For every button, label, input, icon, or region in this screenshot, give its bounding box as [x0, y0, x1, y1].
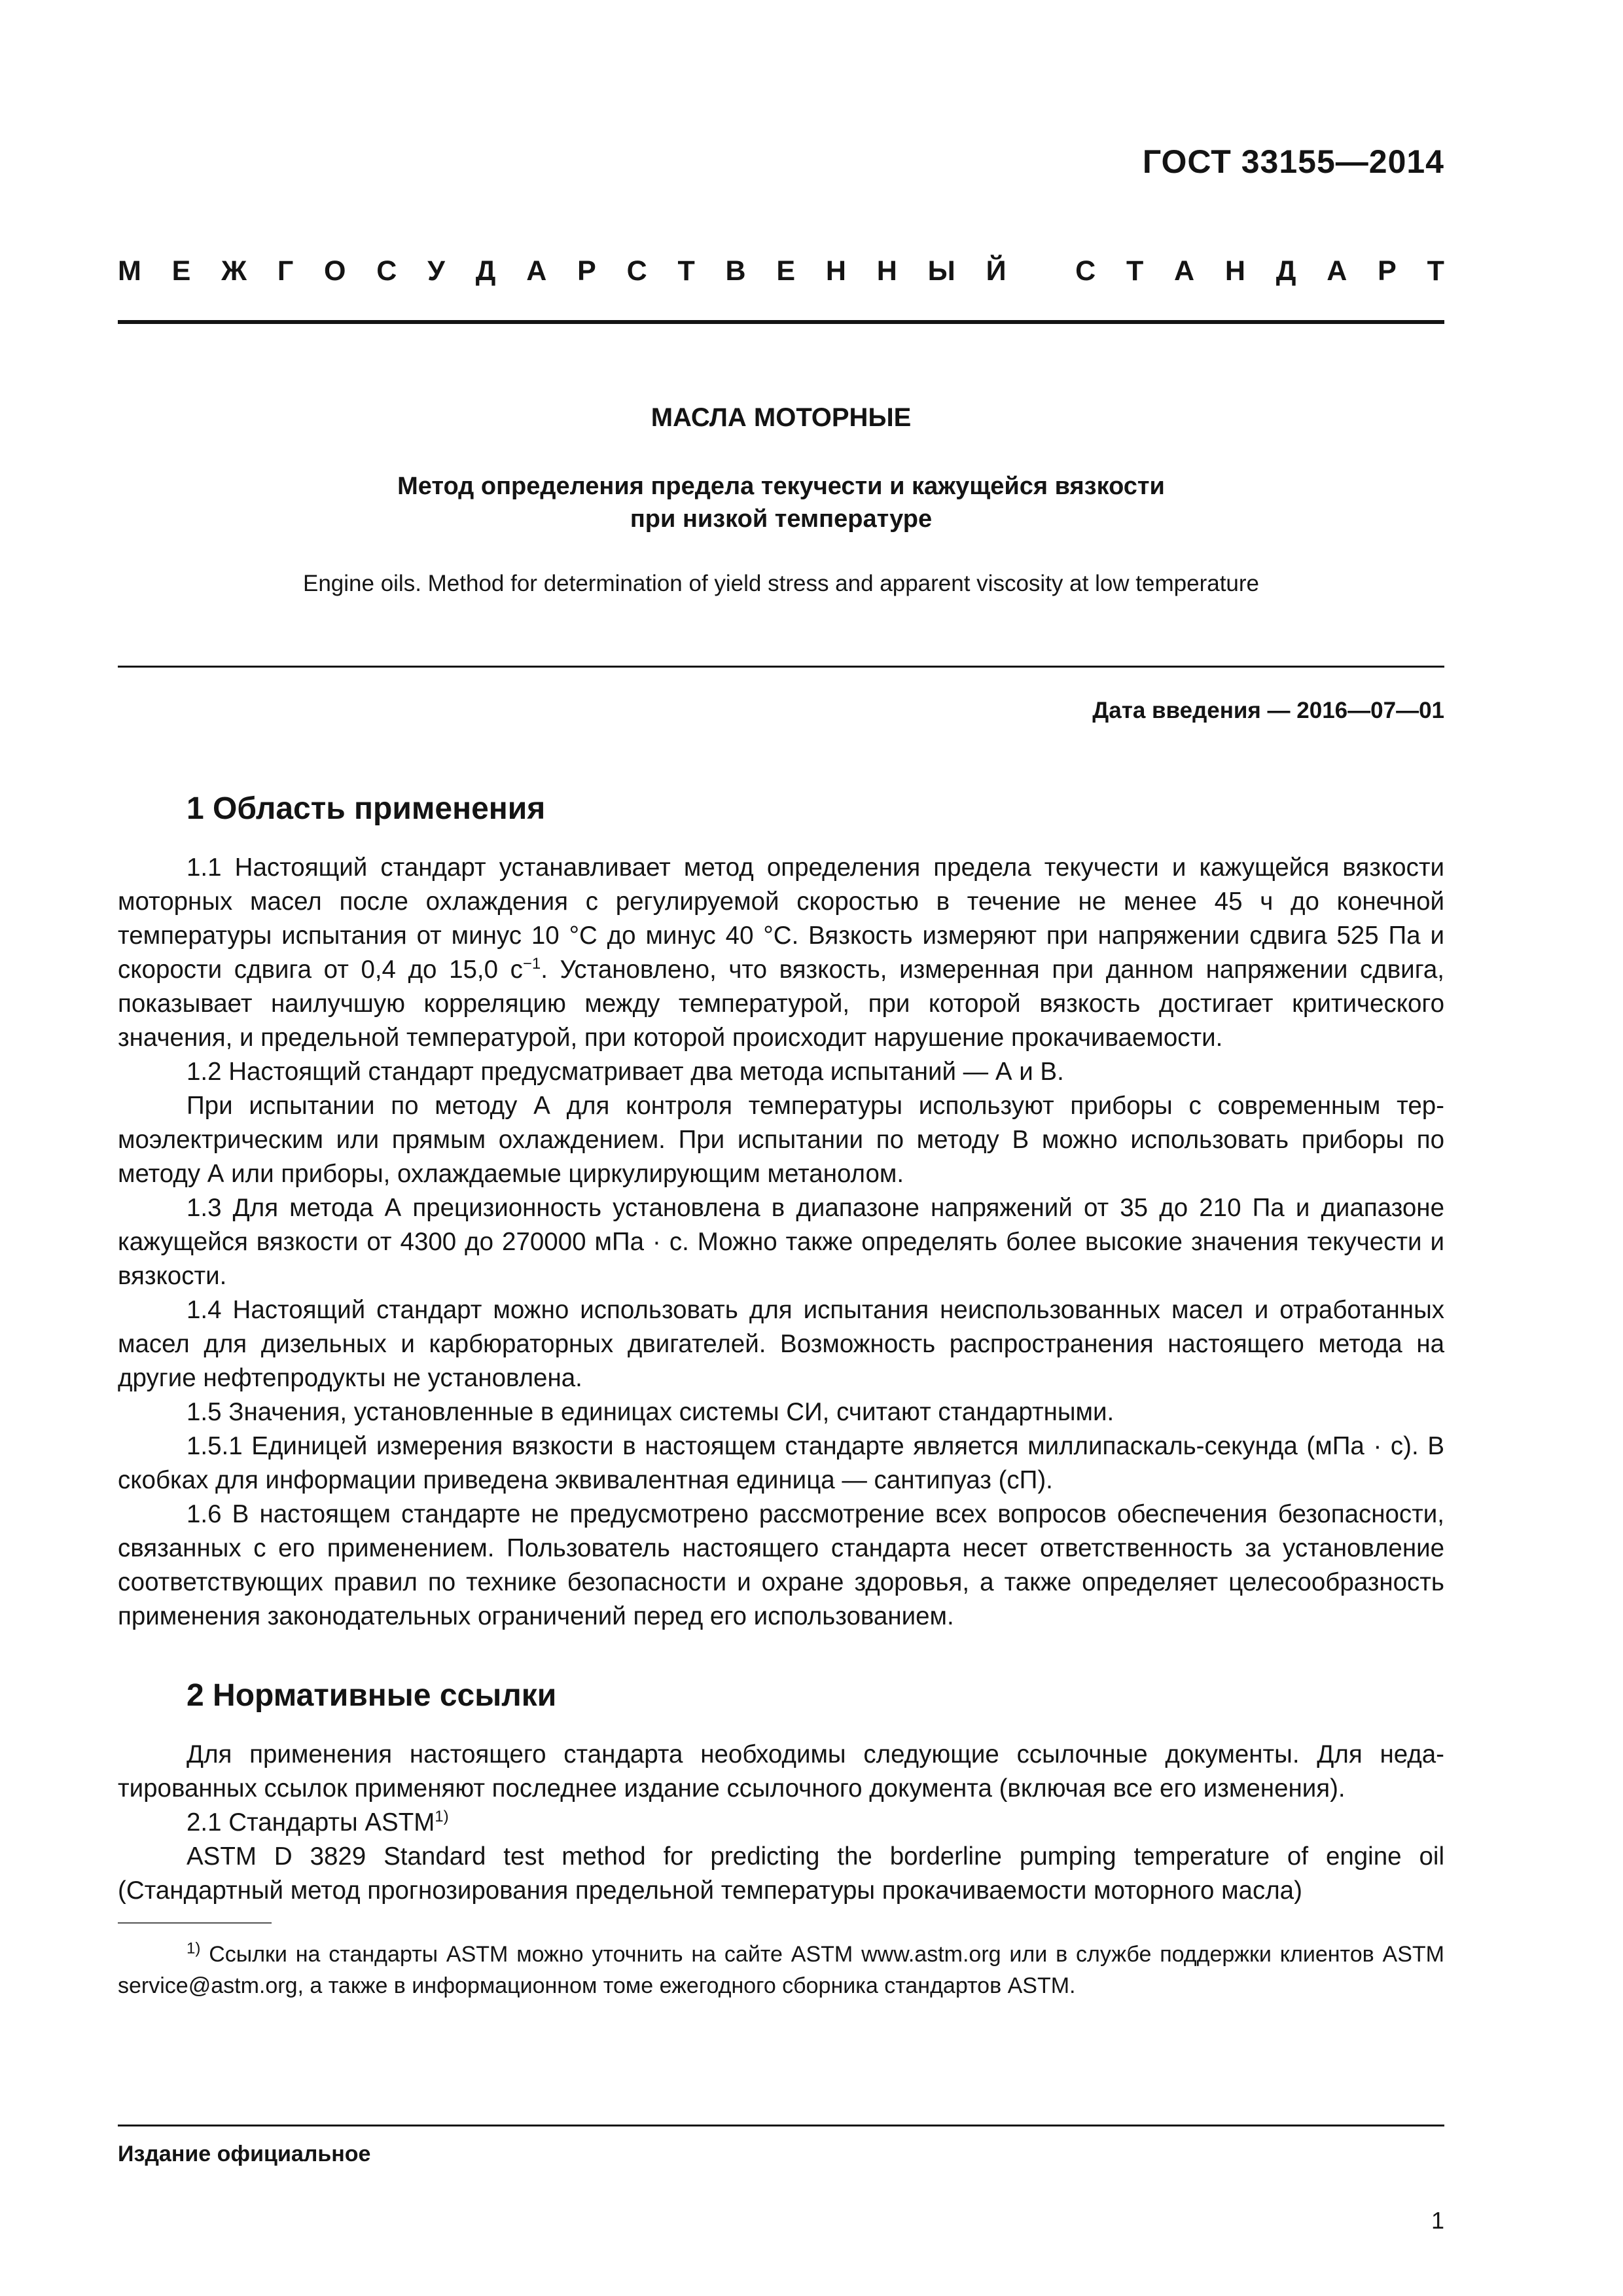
banner-letter: А	[1327, 255, 1347, 287]
clause-1-5-1: 1.5.1 Единицей измерения вязкости в настоящем стандарте является миллипаскаль-секунда (мПа · с). В скобках для информации приведена эквивалентная единица — сантипуаз (сП).	[118, 1432, 1444, 1494]
banner-letter: Ы	[927, 255, 955, 287]
banner-letter: О	[324, 255, 346, 287]
clause-2-1-text: 2.1 Стандарты ASTM	[187, 1808, 435, 1837]
clause-1-1-text-a: 1.1 Настоящий стандарт устанавливает метод определения предела текучести и кажущейся вязкости моторных масел после охлаждения с регулируемой скоростью в течение не менее 45 ч до конечной температуры испытания от минус 10 °С до минус 40 °С. Вязкость измеряют при напряжении сдвига 525 Па и скорости сдвига от 0,4 до 15,0 с	[118, 853, 1444, 984]
banner-letter: С	[626, 255, 647, 287]
document-subtitle	[118, 470, 1444, 535]
clause-1-2-continuation: При испытании по методу А для контроля температуры используют приборы с современным термоэлектрическим или прямым охлаждением. При испытании по методу В можно использовать приборы по методу А или приборы, охлаждаемые циркулирующим метанолом.	[118, 1092, 1444, 1188]
subtitle-line-1: Метод определения предела текучести и кажущейся вязкости	[397, 473, 1165, 500]
banner-letter: Д	[475, 255, 496, 287]
introduction-date: Дата введения — 2016—07—01	[1092, 698, 1444, 723]
footnote-text: Ссылки на стандарты ASTM можно уточнить на сайте ASTM www.astm.org или в службе поддержки клиентов ASTM service@astm.org, а также в информационном томе ежегодного сборника стандартов ASTM.	[118, 1942, 1444, 1998]
banner-letter: В	[725, 255, 746, 287]
banner-letter: М	[118, 255, 141, 287]
banner-letter: Р	[1378, 255, 1397, 287]
clause-2-1	[118, 1806, 1444, 1840]
clause-2-1-footnote-ref: 1)	[435, 1808, 449, 1826]
banner-letter: Н	[876, 255, 897, 287]
banner-letter: Н	[825, 255, 846, 287]
english-title: Engine oils. Method for determination of yield stress and apparent viscosity at low temperature	[302, 571, 1260, 596]
banner-letter: Ж	[221, 255, 247, 287]
clause-1-6: 1.6 В настоящем стандарте не предусмотрено рассмотрение всех вопросов обеспечения безопасности, связанных с его применением. Пользователь настоящего стандарта несет ответственность за установление соответствующих правил по технике безопасности и охране здоровья, а также определяет целесообразность применения законодательных ограничений перед его использованием.	[118, 1500, 1444, 1630]
banner-letter: А	[526, 255, 547, 287]
subtitle-line-2: при низкой температуре	[630, 505, 933, 533]
banner-letter: Р	[577, 255, 596, 287]
clause-1-5: 1.5 Значения, установленные в единицах системы СИ, считают стандартными.	[187, 1398, 1115, 1426]
banner-word-gap	[1037, 255, 1044, 287]
section-2-body	[118, 1738, 1444, 1908]
title-rule	[118, 666, 1444, 668]
banner-letter: Е	[171, 255, 191, 287]
banner-letter: Т	[1126, 255, 1144, 287]
clause-1-3: 1.3 Для метода А прецизионность установлена в диапазоне напряжений от 35 до 210 Па и диапазоне кажущейся вязкости от 4300 до 270000 мПа · с. Можно также определять более высокие значения текучести и вязкости.	[118, 1194, 1444, 1290]
banner-letter: Г	[277, 255, 294, 287]
banner-letter: Е	[776, 255, 796, 287]
clause-1-4: 1.4 Настоящий стандарт можно использовать для испытания неиспользованных масел и отработанных масел для дизельных и карбюраторных двигателей. Возможность распространения настоящего метода на другие нефтепродукты не установлена.	[118, 1296, 1444, 1392]
banner-letter: Й	[986, 255, 1007, 287]
document-number: ГОСТ 33155—2014	[1142, 143, 1444, 180]
header-rule	[118, 320, 1444, 324]
section-1-body	[118, 851, 1444, 1634]
clause-1-1-text-b: . Установлено, что вязкость, измеренная при данном напряжении сдвига, показывает наилучшую корреляцию между температурой, при которой вязкость достигает критического значения, и предельной температурой, при которой происходит нарушение прокачиваемости.	[118, 956, 1444, 1052]
banner-letter: С	[1075, 255, 1096, 287]
banner-letter: Т	[677, 255, 695, 287]
document-title: МАСЛА МОТОРНЫЕ	[651, 403, 912, 432]
astm-reference: ASTM D 3829 Standard test method for predicting the borderline pumping temperature of engine oil (Стандартный метод прогнозирования предельной температуры прокачиваемости моторного масла)	[118, 1842, 1444, 1905]
banner-letter: А	[1174, 255, 1195, 287]
clause-1-1	[118, 851, 1444, 1055]
clause-1-1-superscript: −1	[522, 955, 541, 973]
banner-letter: Н	[1224, 255, 1245, 287]
section-1-heading: 1 Область применения	[187, 791, 546, 826]
footnote	[118, 1939, 1444, 2001]
edition-label: Издание официальное	[118, 2142, 371, 2166]
banner-letter: У	[427, 255, 445, 287]
footnote-separator	[118, 1922, 272, 1924]
section-2-heading: 2 Нормативные ссылки	[187, 1678, 557, 1713]
banner-letter: Т	[1427, 255, 1444, 287]
banner-letter: Д	[1275, 255, 1296, 287]
banner-letter: С	[376, 255, 397, 287]
page-number: 1	[1431, 2207, 1444, 2234]
section-2-intro: Для применения настоящего стандарта необходимы следующие ссылочные документы. Для недатированных ссылок применяют последнее издание ссылочного документа (включая все его изменения).	[118, 1740, 1444, 1803]
footnote-marker: 1)	[187, 1939, 201, 1958]
clause-1-2: 1.2 Настоящий стандарт предусматривает два метода испытаний — А и В.	[187, 1058, 1064, 1086]
interstate-standard-banner	[118, 255, 1444, 287]
footer-rule	[118, 2125, 1444, 2126]
